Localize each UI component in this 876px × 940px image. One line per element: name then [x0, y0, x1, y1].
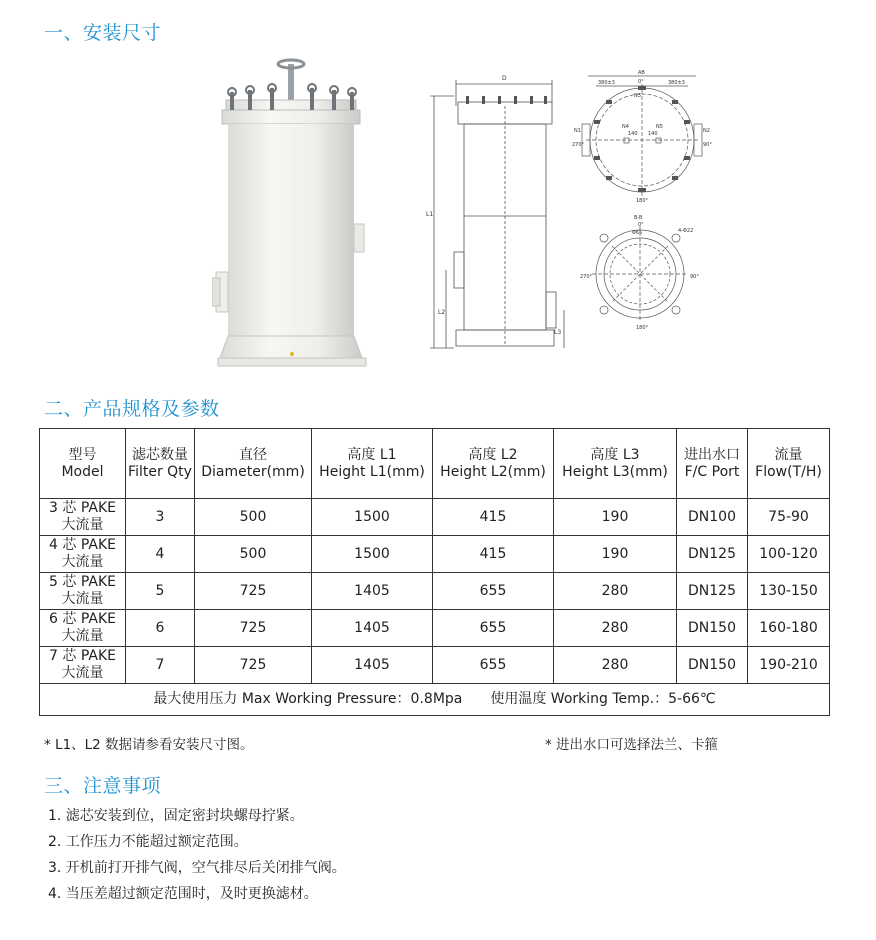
header-filter-qty: 滤芯数量 Filter Qty [126, 429, 195, 499]
cell-model: 5 芯 PAKE 大流量 [40, 573, 126, 610]
cell-model: 6 芯 PAKE 大流量 [40, 610, 126, 647]
section-title-precautions: 三、注意事项 [44, 775, 162, 797]
table-row [40, 647, 830, 684]
max-pressure: 最大使用压力 Max Working Pressure：0.8Mpa [153, 691, 463, 707]
cell-l1: 1405 [312, 573, 433, 610]
list-item: 3. 开机前打开排气阀，空气排尽后关闭排气阀。 [48, 860, 346, 876]
cell-qty: 5 [126, 573, 195, 610]
cell-port: DN150 [677, 610, 748, 647]
dim-label-l3: L3 [554, 329, 562, 336]
dim-label-n4: N4 [622, 124, 629, 130]
precautions-list [48, 803, 346, 907]
side-elevation-drawing [418, 66, 578, 358]
list-item: 2. 工作压力不能超过额定范围。 [48, 834, 248, 850]
cell-l1: 1405 [312, 610, 433, 647]
cell-l3: 190 [554, 536, 677, 573]
dim-label-b-90deg: 90° [690, 274, 699, 280]
dim-label-l1: L1 [426, 211, 434, 218]
dim-label-ab: AB [638, 70, 645, 76]
section-title-installation: 一、安装尺寸 [44, 22, 162, 44]
cell-port: DN150 [677, 647, 748, 684]
cell-l2: 655 [433, 610, 554, 647]
note-port-option: * 进出水口可选择法兰、卡箍 [545, 737, 719, 753]
cell-diameter: 500 [195, 536, 312, 573]
cell-diameter: 725 [195, 647, 312, 684]
dim-label-hole: 4-Φ22 [678, 228, 694, 234]
base-section-drawing [578, 212, 708, 332]
cell-l2: 655 [433, 573, 554, 610]
cell-flow: 190-210 [748, 647, 830, 684]
cell-l1: 1405 [312, 647, 433, 684]
dim-label-140a: 140 [628, 131, 638, 137]
cell-l1: 1500 [312, 536, 433, 573]
cell-qty: 3 [126, 499, 195, 536]
section-label-bb: B-B [634, 215, 643, 221]
cell-port: DN100 [677, 499, 748, 536]
cell-flow: 75-90 [748, 499, 830, 536]
dim-label-b-270deg: 270° [580, 274, 593, 280]
cell-diameter: 725 [195, 573, 312, 610]
dim-label-right: 380±3 [668, 80, 685, 86]
dim-label-l2: L2 [438, 309, 446, 316]
dim-label-270deg: 270° [572, 142, 585, 148]
cell-flow: 100-120 [748, 536, 830, 573]
note-l1-l2: * L1、L2 数据请参看安装尺寸图。 [44, 737, 254, 753]
cell-flow: 160-180 [748, 610, 830, 647]
table-header-row [40, 429, 830, 499]
header-model: 型号 Model [40, 429, 126, 499]
table-row [40, 573, 830, 610]
top-view-drawing [572, 64, 712, 204]
dim-label-d: D [502, 75, 507, 82]
cell-l3: 280 [554, 610, 677, 647]
header-height-l1: 高度 L1 Height L1(mm) [312, 429, 433, 499]
dim-label-90deg: 90° [703, 142, 712, 148]
dim-label-n2: N2 [703, 128, 710, 134]
table-row [40, 610, 830, 647]
dim-label-0deg: 0° [638, 79, 644, 85]
cell-l1: 1500 [312, 499, 433, 536]
list-item: 1. 滤芯安装到位，固定密封块螺母拧紧。 [48, 808, 304, 824]
dim-label-b-0deg: 0° [638, 222, 644, 228]
cell-qty: 6 [126, 610, 195, 647]
cell-port: DN125 [677, 573, 748, 610]
filter-housing-photo [212, 58, 372, 378]
working-temp: 使用温度 Working Temp.：5-66℃ [490, 691, 716, 707]
cell-model: 4 芯 PAKE 大流量 [40, 536, 126, 573]
spec-table [39, 428, 830, 716]
cell-qty: 7 [126, 647, 195, 684]
header-height-l2: 高度 L2 Height L2(mm) [433, 429, 554, 499]
cell-model: 7 芯 PAKE 大流量 [40, 647, 126, 684]
dim-label-b-180deg: 180° [636, 325, 649, 331]
cell-flow: 130-150 [748, 573, 830, 610]
table-row [40, 499, 830, 536]
dim-label-n1: N1 [574, 128, 581, 134]
list-item: 4. 当压差超过额定范围时，及时更换滤材。 [48, 886, 318, 902]
cell-l2: 415 [433, 536, 554, 573]
dim-label-left: 380±3 [598, 80, 615, 86]
cell-model: 3 芯 PAKE 大流量 [40, 499, 126, 536]
header-height-l3: 高度 L3 Height L3(mm) [554, 429, 677, 499]
cell-qty: 4 [126, 536, 195, 573]
cell-l2: 415 [433, 499, 554, 536]
header-flow: 流量 Flow(T/H) [748, 429, 830, 499]
dim-label-phi: Φ65 [632, 230, 643, 236]
dim-label-140b: 140 [648, 131, 658, 137]
table-footer [40, 684, 830, 716]
header-port: 进出水口 F/C Port [677, 429, 748, 499]
cell-port: DN125 [677, 536, 748, 573]
cell-l3: 190 [554, 499, 677, 536]
cell-diameter: 500 [195, 499, 312, 536]
header-diameter: 直径 Diameter(mm) [195, 429, 312, 499]
dim-label-180deg: 180° [636, 198, 649, 204]
cell-l3: 280 [554, 573, 677, 610]
cell-l3: 280 [554, 647, 677, 684]
cell-diameter: 725 [195, 610, 312, 647]
dim-label-n5: N5 [656, 124, 663, 130]
section-title-specs: 二、产品规格及参数 [44, 398, 220, 420]
dim-label-n3: N3 [634, 93, 641, 99]
table-row [40, 536, 830, 573]
table-footer-row [40, 684, 830, 716]
cell-l2: 655 [433, 647, 554, 684]
